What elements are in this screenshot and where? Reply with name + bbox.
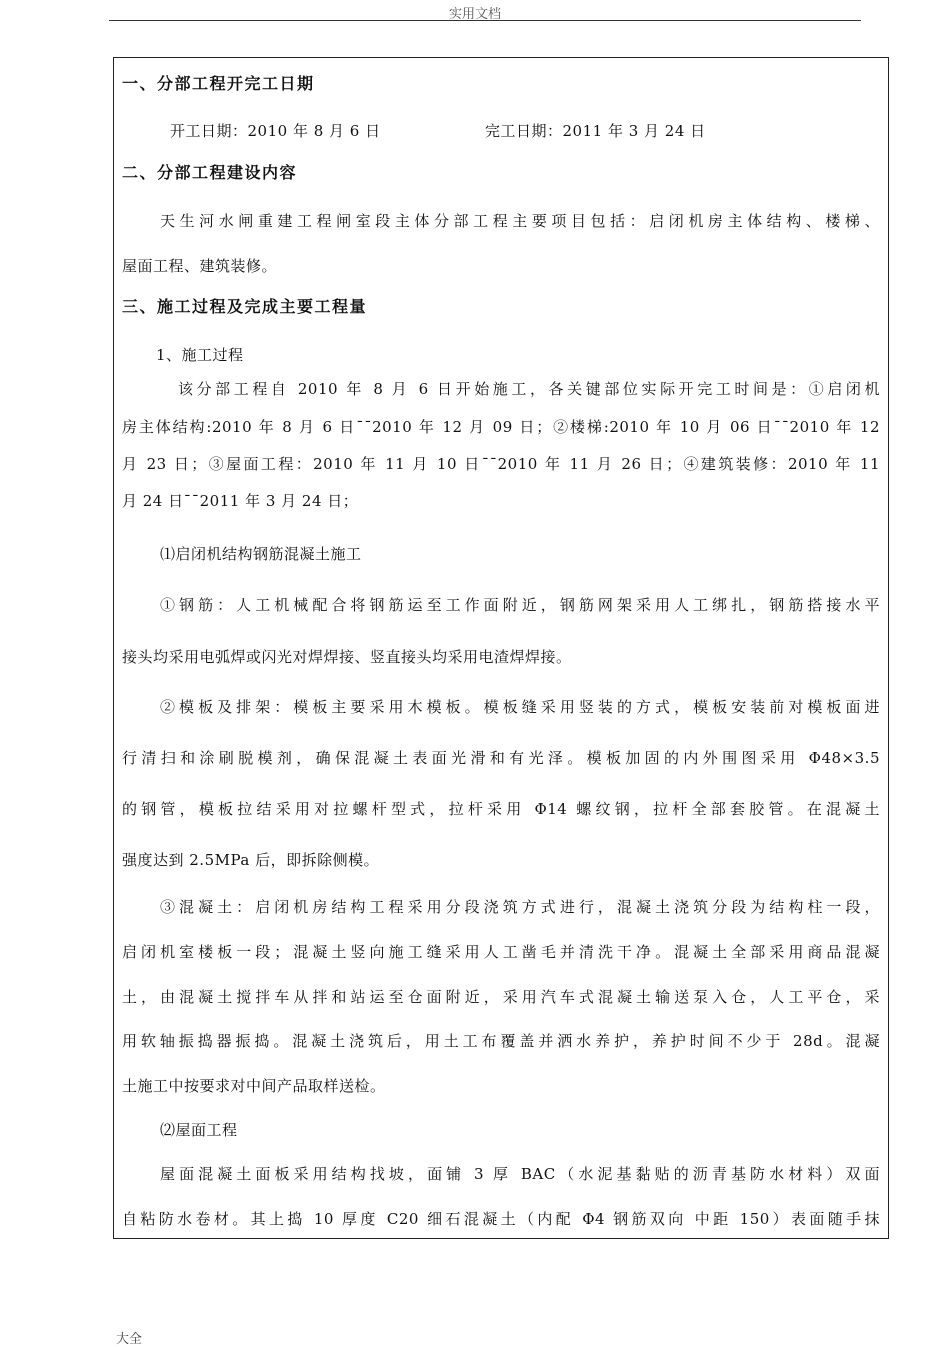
section3-heading: 三、施工过程及完成主要工程量 bbox=[122, 297, 368, 316]
concrete-line: ③混凝土：启闭机房结构工程采用分段浇筑方式进行，混凝土浇筑分段为结构柱一段， bbox=[160, 898, 880, 916]
roof-line: 屋面混凝土面板采用结构找坡，面铺 3 厚 BAC（水泥基黏贴的沥青基防水材料）双面 bbox=[160, 1165, 880, 1183]
concrete-line: 土，由混凝土搅拌车从拌和站运至仓面附近，采用汽车式混凝土输送泵入仓，人工平仓，采 bbox=[122, 988, 880, 1006]
item1-title: ⑴启闭机结构钢筋混凝土施工 bbox=[160, 545, 362, 563]
process-line: 月 24 日¯¯2011 年 3 月 24 日； bbox=[122, 492, 359, 510]
start-date: 开工日期：2010 年 8 月 6 日 bbox=[170, 122, 381, 140]
section1-heading: 一、分部工程开完工日期 bbox=[122, 74, 315, 93]
page-footer: 大全 bbox=[116, 1332, 143, 1347]
process-line: 月 23 日；③屋面工程：2010 年 11 月 10 日¯¯2010 年 11 月 26 日；④建筑装修：2010 年 11 bbox=[122, 455, 880, 473]
process-line: 该分部工程自 2010 年 8 月 6 日开始施工，各关键部位实际开完工时间是：①启闭机 bbox=[178, 380, 880, 398]
formwork-line: ②模板及排架：模板主要采用木模板。模板缝采用竖装的方式，模板安装前对模板面进 bbox=[160, 698, 880, 716]
section2-line: 屋面工程、建筑装修。 bbox=[122, 257, 278, 275]
section2-line: 天生河水闸重建工程闸室段主体分部工程主要项目包括：启闭机房主体结构、楼梯、 bbox=[160, 212, 880, 230]
concrete-line: 用软轴振捣器振捣。混凝土浇筑后，用土工布覆盖并洒水养护，养护时间不少于 28d。混凝 bbox=[122, 1032, 880, 1050]
end-date: 完工日期：2011 年 3 月 24 日 bbox=[485, 122, 706, 140]
process-line: 房主体结构:2010 年 8 月 6 日¯¯2010 年 12 月 09 日；②楼梯:2010 年 10 月 06 日¯¯2010 年 12 bbox=[122, 418, 880, 436]
page-header: 实用文档 bbox=[448, 7, 501, 22]
roof-line: 自粘防水卷材。其上捣 10 厚度 C20 细石混凝土（内配 Φ4 钢筋双向 中距 150）表面随手抹 bbox=[122, 1210, 880, 1228]
section2-heading: 二、分部工程建设内容 bbox=[122, 163, 298, 182]
rebar-line: 接头均采用电弧焊或闪光对焊焊接、竖直接头均采用电渣焊焊接。 bbox=[122, 648, 572, 666]
concrete-line: 启闭机室楼板一段；混凝土竖向施工缝采用人工凿毛并清洗干净。混凝土全部采用商品混凝 bbox=[122, 943, 880, 961]
concrete-line: 土施工中按要求对中间产品取样送检。 bbox=[122, 1077, 386, 1095]
sub-heading-process: 1、施工过程 bbox=[156, 346, 244, 364]
formwork-line: 强度达到 2.5MPa 后，即拆除侧模。 bbox=[122, 851, 380, 869]
formwork-line: 的钢管，模板拉结采用对拉螺杆型式，拉杆采用 Φ14 螺纹钢，拉杆全部套胶管。在混凝土 bbox=[122, 800, 880, 818]
header-rule bbox=[109, 20, 861, 21]
rebar-line: ①钢筋：人工机械配合将钢筋运至工作面附近，钢筋网架采用人工绑扎，钢筋搭接水平 bbox=[160, 596, 880, 614]
formwork-line: 行清扫和涂刷脱模剂，确保混凝土表面光滑和有光泽。模板加固的内外围图采用 Φ48×3.5 bbox=[122, 749, 880, 767]
item2-title: ⑵屋面工程 bbox=[160, 1121, 238, 1139]
